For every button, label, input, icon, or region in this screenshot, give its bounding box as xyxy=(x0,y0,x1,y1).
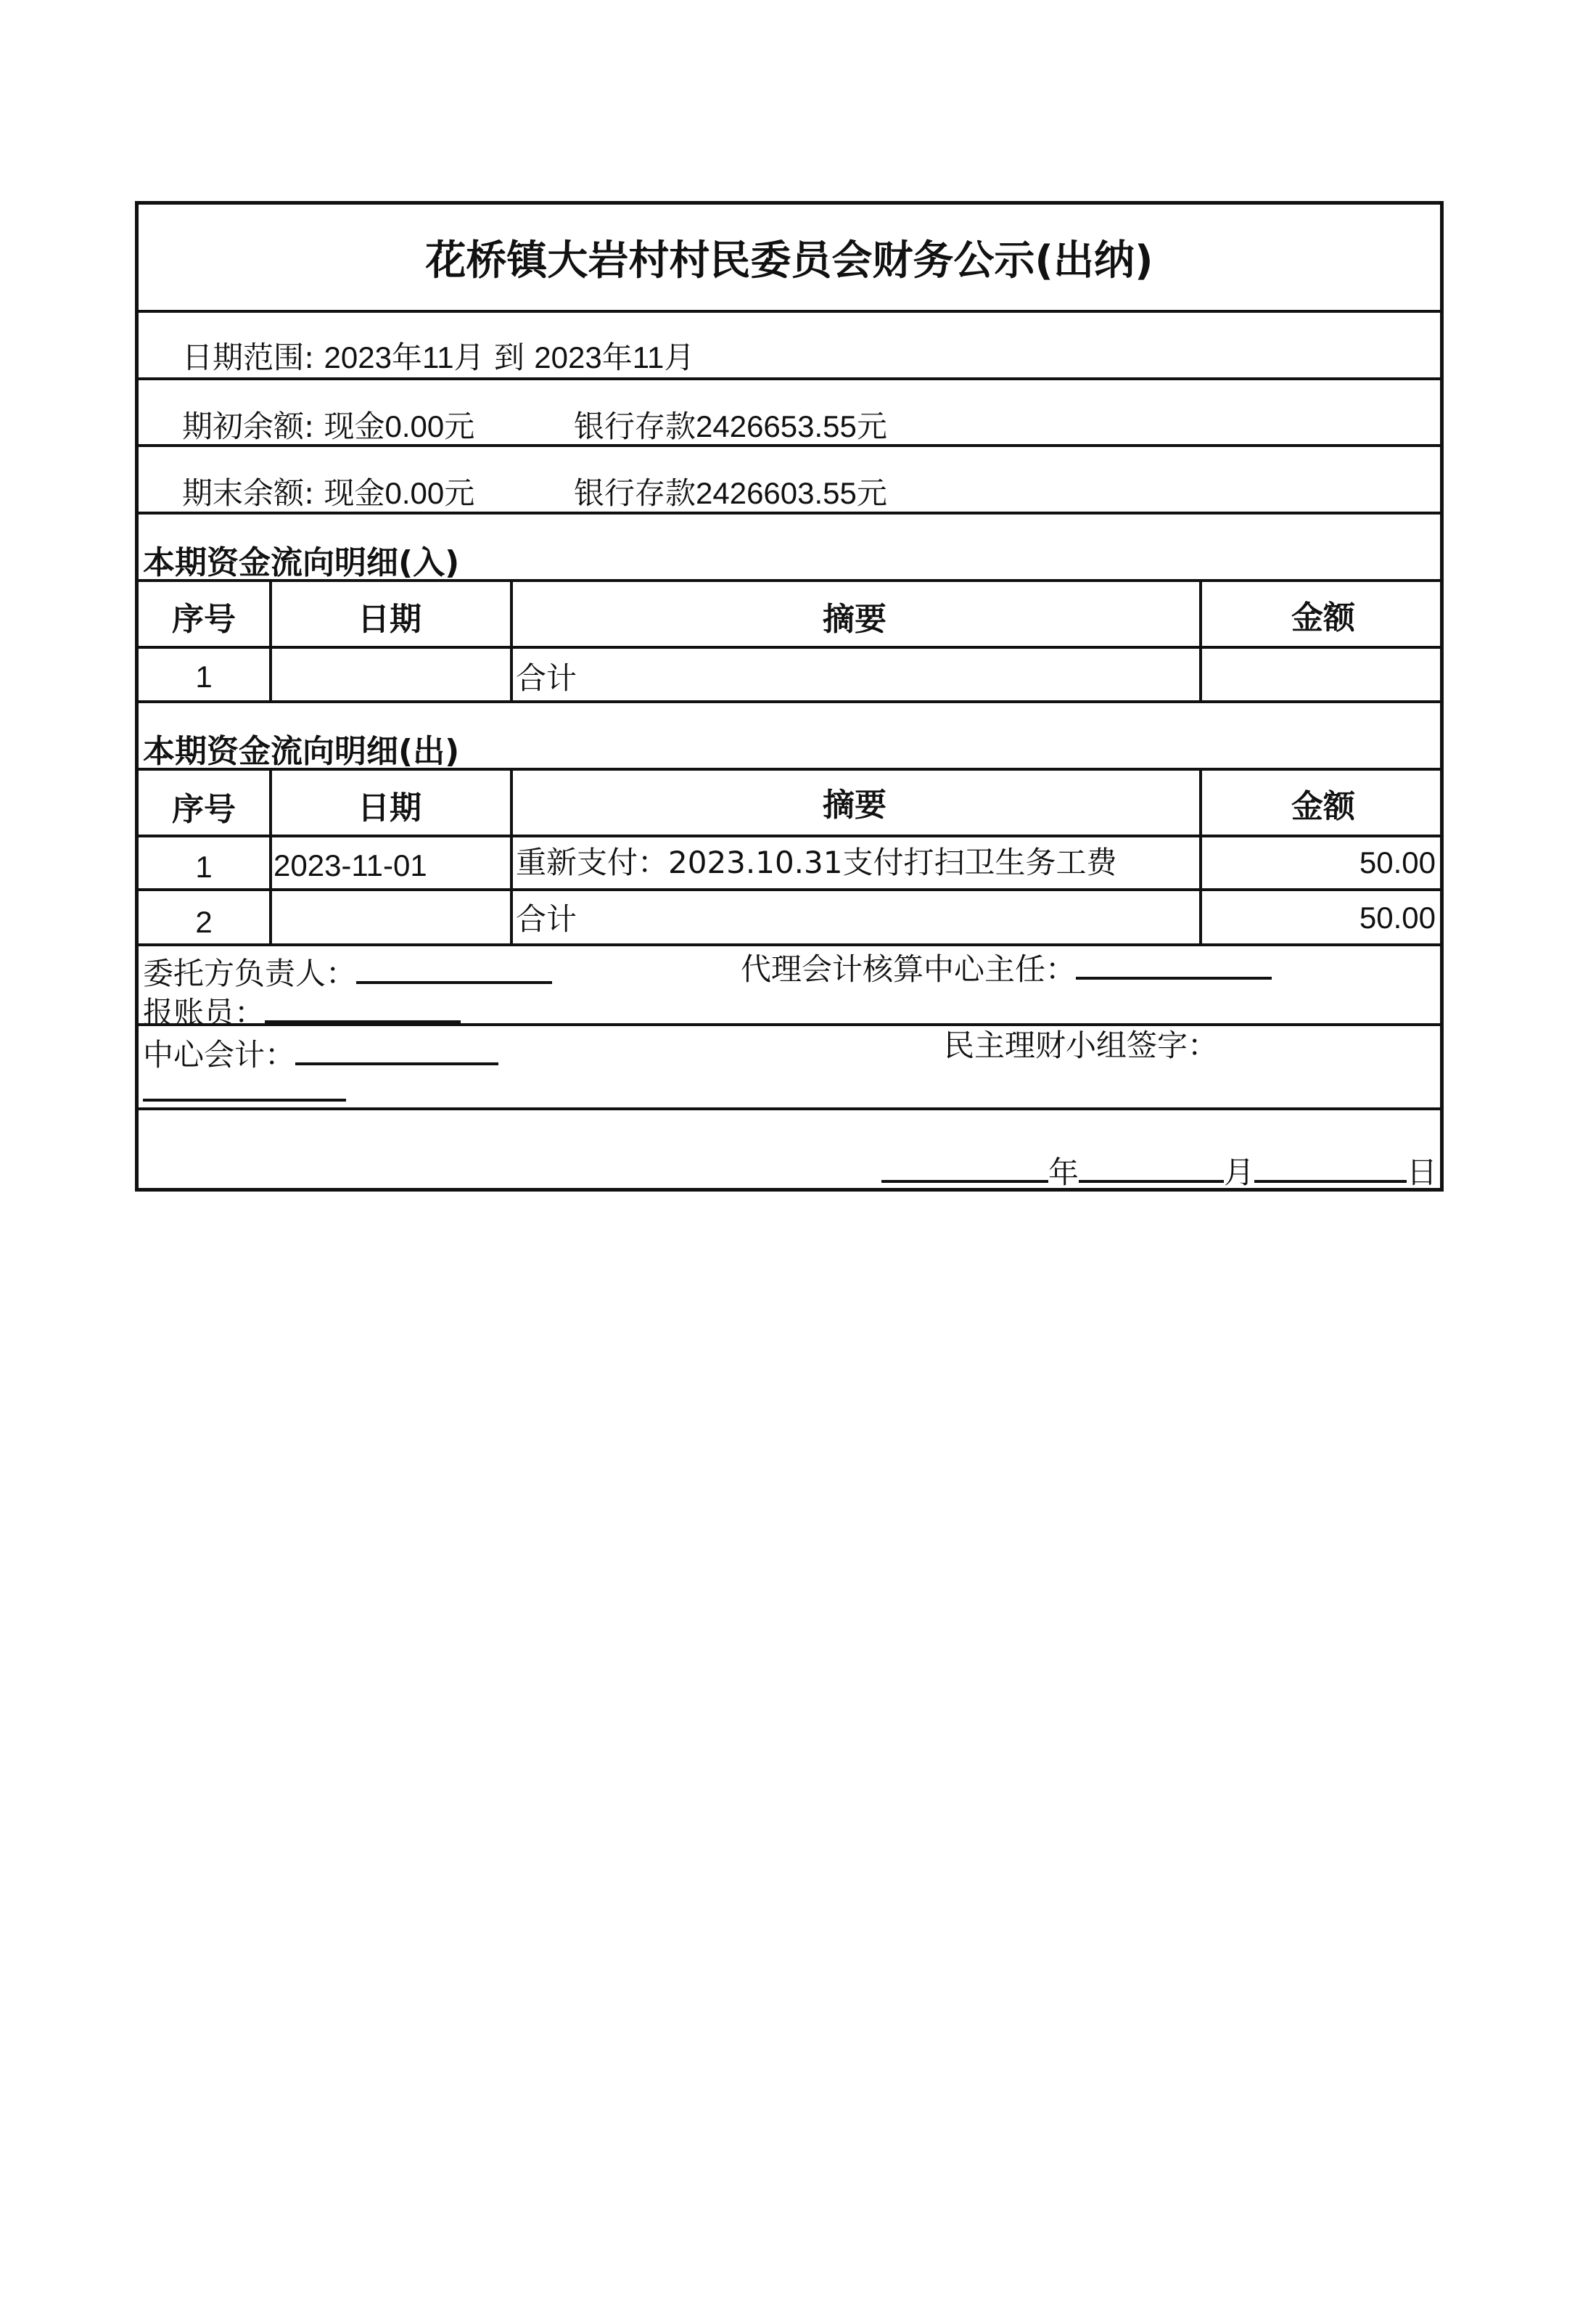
opening-bank: 银行存款2426653.55元 xyxy=(574,409,887,443)
democratic-group-signature: 民主理财小组签字： xyxy=(944,1028,1219,1063)
outflow-col-amount: 金额 xyxy=(1291,788,1355,825)
divider xyxy=(139,1107,1440,1110)
form-title: 花桥镇大岩村村民委员会财务公示(出纳) xyxy=(425,237,1153,284)
divider xyxy=(139,700,1440,703)
divider xyxy=(139,377,1440,380)
col-divider xyxy=(510,579,513,700)
signature-blank xyxy=(356,955,552,984)
divider xyxy=(139,888,1440,891)
date-range-to-word: 到 xyxy=(493,340,525,375)
financial-disclosure-form xyxy=(135,201,1444,1192)
client-head-signature xyxy=(143,955,552,989)
opening-cash: 现金0.00元 xyxy=(324,409,475,443)
date-line xyxy=(881,1154,1437,1188)
center-accountant-signature xyxy=(143,1036,498,1073)
divider xyxy=(139,512,1440,515)
divider xyxy=(139,579,1440,582)
outflow-row-no: 2 xyxy=(195,905,213,939)
col-divider xyxy=(269,579,272,700)
signature-blank xyxy=(1076,951,1272,980)
client-head-label: 委托方负责人： xyxy=(143,956,357,991)
closing-bank: 银行存款2426603.55元 xyxy=(574,476,887,510)
outflow-row-summary: 重新支付：2023.10.31支付打扫卫生务工费 xyxy=(516,845,1117,880)
outflow-col-no: 序号 xyxy=(172,791,236,828)
center-accountant-label: 中心会计： xyxy=(143,1037,296,1073)
inflow-col-date: 日期 xyxy=(358,601,421,638)
year-label: 年 xyxy=(1048,1155,1079,1190)
divider xyxy=(139,1023,1440,1026)
year-blank xyxy=(881,1154,1048,1183)
inflow-row-summary: 合计 xyxy=(516,660,577,696)
inflow-heading: 本期资金流向明细(入) xyxy=(143,544,460,581)
signature-blank xyxy=(295,1036,498,1065)
col-divider xyxy=(269,768,272,943)
agency-director-label: 代理会计核算中心主任： xyxy=(741,951,1077,987)
date-range-label: 日期范围: xyxy=(182,340,315,375)
month-blank xyxy=(1079,1154,1224,1183)
day-blank xyxy=(1254,1154,1407,1183)
closing-balance-label: 期末余额: xyxy=(182,475,315,511)
col-divider xyxy=(510,768,513,943)
closing-cash: 现金0.00元 xyxy=(324,476,475,510)
agency-director-signature xyxy=(741,951,1272,985)
col-divider xyxy=(1199,768,1202,943)
day-label: 日 xyxy=(1406,1155,1437,1190)
inflow-col-summary: 摘要 xyxy=(823,601,887,638)
divider xyxy=(139,768,1440,771)
outflow-row-amount: 50.00 xyxy=(1359,845,1436,880)
date-range-from: 2023年11月 xyxy=(324,340,485,374)
col-divider xyxy=(1199,579,1202,700)
clerk-label: 报账员： xyxy=(143,995,266,1030)
date-range xyxy=(182,340,695,375)
outflow-row-no: 1 xyxy=(195,850,213,884)
divider xyxy=(139,835,1440,837)
date-range-to: 2023年11月 xyxy=(534,340,695,374)
divider xyxy=(139,444,1440,447)
inflow-col-amount: 金额 xyxy=(1291,599,1355,636)
opening-balance xyxy=(182,411,474,442)
outflow-row-amount: 50.00 xyxy=(1359,901,1436,935)
outflow-row-date: 2023-11-01 xyxy=(273,848,427,882)
signature-blank xyxy=(143,1099,346,1102)
opening-balance-label: 期初余额: xyxy=(182,409,315,444)
inflow-col-no: 序号 xyxy=(172,601,236,638)
divider xyxy=(139,943,1440,946)
signature-blank xyxy=(265,994,461,1023)
outflow-col-summary: 摘要 xyxy=(823,787,887,824)
divider xyxy=(139,310,1440,313)
outflow-row-summary: 合计 xyxy=(516,901,577,937)
divider xyxy=(139,646,1440,649)
closing-balance xyxy=(182,475,475,511)
inflow-row-no: 1 xyxy=(195,660,213,694)
month-label: 月 xyxy=(1223,1155,1254,1190)
outflow-heading: 本期资金流向明细(出) xyxy=(143,733,460,770)
outflow-col-date: 日期 xyxy=(358,790,421,827)
